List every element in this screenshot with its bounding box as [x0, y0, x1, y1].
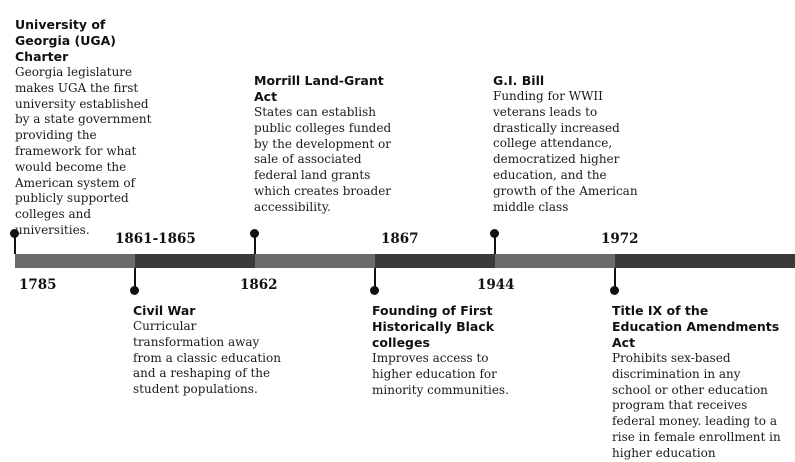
event-uga-charter	[15, 17, 155, 239]
event-hbcu-founding	[372, 303, 514, 398]
timeline-segment	[375, 254, 495, 268]
marker-1944-dot	[490, 229, 499, 238]
event-title: Morrill Land-Grant Act	[254, 73, 384, 104]
timeline-segment	[495, 254, 615, 268]
event-title: University of Georgia (UGA) Charter	[15, 17, 117, 64]
event-title: Founding of First Historically Black colleges	[372, 303, 495, 350]
timeline-segment	[615, 254, 795, 268]
year-label-1862: 1862	[240, 277, 278, 293]
event-description: Curricular transformation away from a classic education and a reshaping of the student populations.	[133, 319, 281, 397]
timeline-segment	[135, 254, 255, 268]
event-title-ix	[612, 303, 782, 462]
event-description: Prohibits sex-based discrimination in any school or other education program that receives federal money. leading to a rise in female enrollment in higher education	[612, 351, 781, 460]
event-description: Georgia legislature makes UGA the first university established by a state government providing the framework for what would become the American system of publicly supported colleges and universities.	[15, 65, 152, 237]
marker-1972-dot	[610, 286, 619, 295]
event-title: Title IX of the Education Amendments Act	[612, 303, 780, 350]
event-description: Improves access to higher education for minority communities.	[372, 351, 509, 397]
event-description: States can establish public colleges funded by the development or sale of associated federal land grants which creates broader accessibility.	[254, 105, 392, 214]
year-label-1861-1865: 1861-1865	[115, 231, 196, 247]
marker-1862-dot	[250, 229, 259, 238]
year-label-1944: 1944	[477, 277, 515, 293]
event-civil-war	[133, 303, 283, 398]
event-morrill-act	[254, 73, 394, 216]
event-gi-bill	[493, 73, 638, 215]
event-title: G.I. Bill	[493, 73, 545, 88]
year-label-1785: 1785	[19, 277, 57, 293]
year-label-1867: 1867	[381, 231, 419, 247]
event-description: Funding for WWII veterans leads to drastically increased college attendance, democratized higher education, and the growth of the American middle class	[493, 89, 638, 214]
event-title: Civil War	[133, 303, 196, 318]
marker-1861-dot	[130, 286, 139, 295]
marker-1867-dot	[370, 286, 379, 295]
timeline-segment	[15, 254, 135, 268]
timeline-segment	[255, 254, 375, 268]
year-label-1972: 1972	[601, 231, 639, 247]
